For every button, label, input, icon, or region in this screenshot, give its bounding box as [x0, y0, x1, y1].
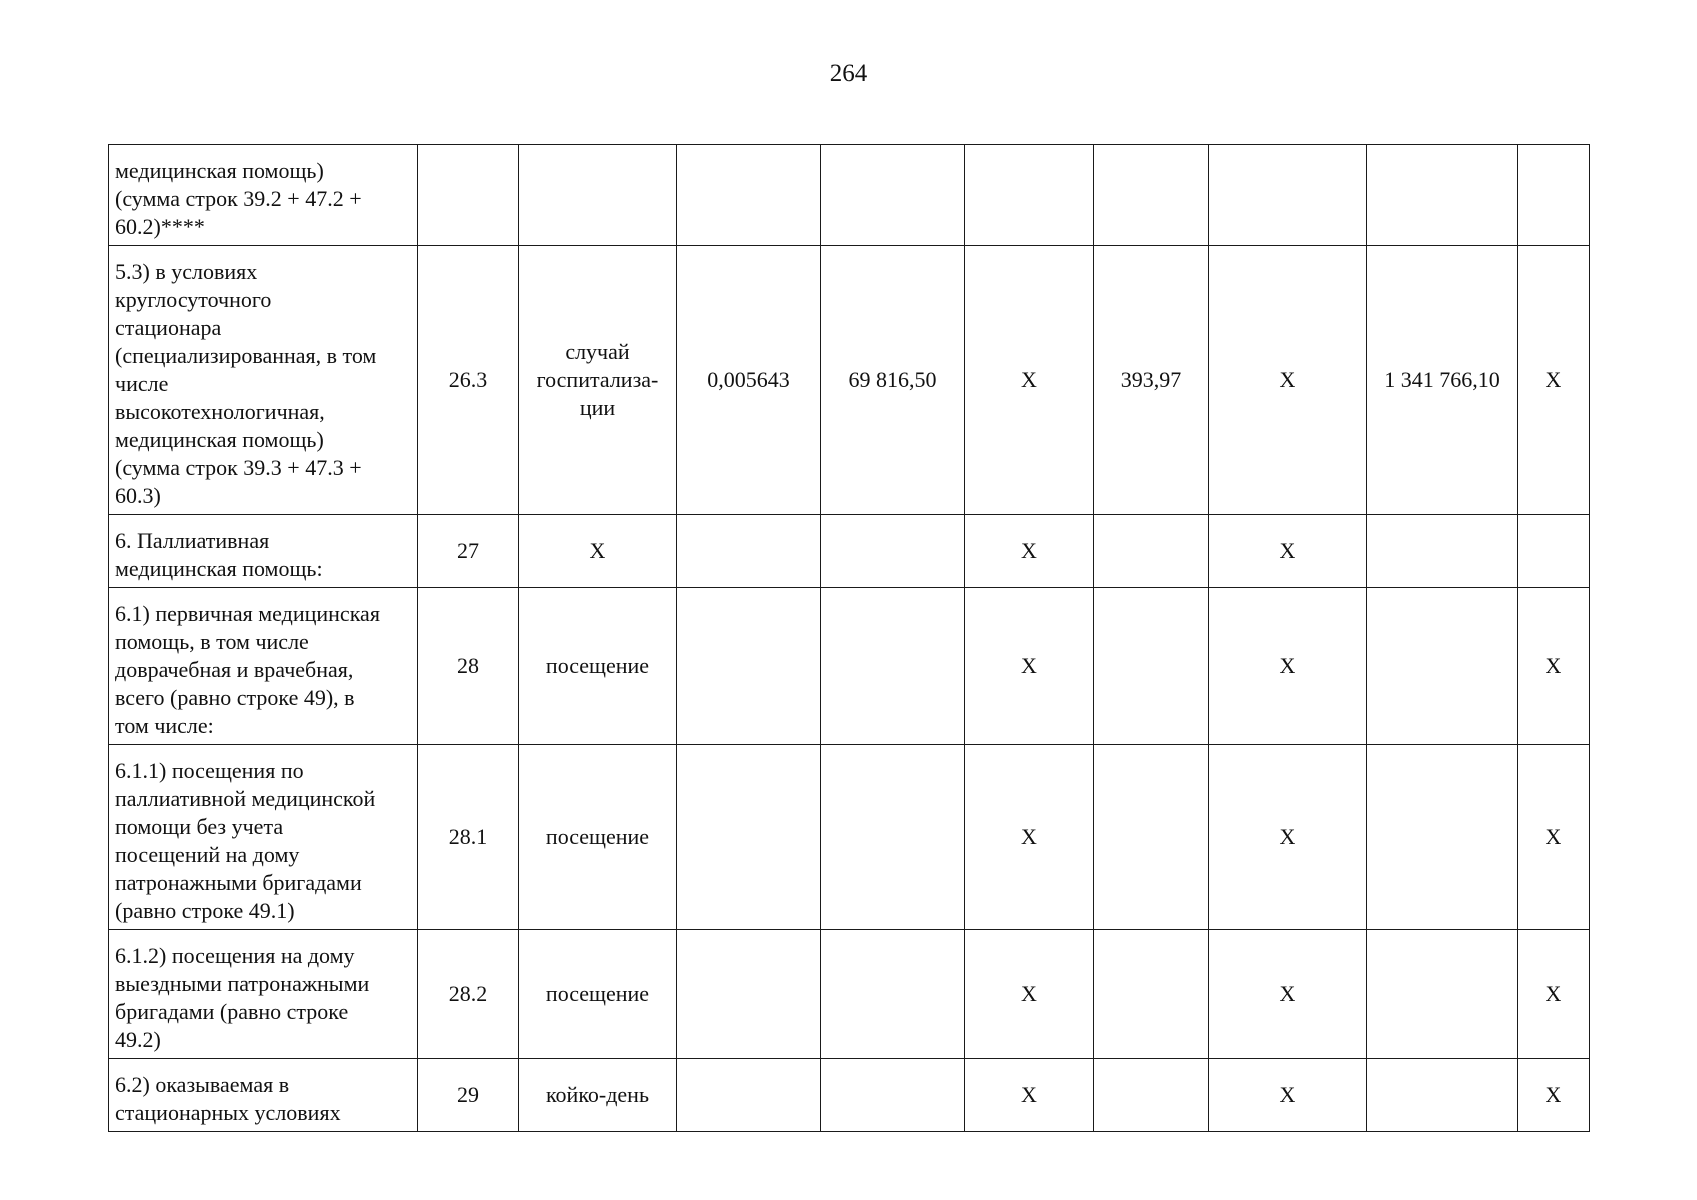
row-number-cell: 28.1 — [418, 745, 519, 930]
value-cell: Х — [965, 588, 1094, 745]
value-cell — [677, 745, 821, 930]
row-description: 6. Паллиативная медицинская помощь: — [109, 515, 418, 588]
unit-cell: посещение — [519, 588, 677, 745]
value-cell — [1367, 930, 1518, 1059]
value-cell: Х — [965, 745, 1094, 930]
value-cell — [1367, 745, 1518, 930]
table-row — [109, 1059, 1590, 1132]
value-cell: Х — [1518, 930, 1590, 1059]
value-cell — [1094, 145, 1209, 246]
unit-cell: посещение — [519, 930, 677, 1059]
row-description: 6.1.1) посещения по паллиативной медицинской помощи без учета посещений на дому патронажными бригадами (равно строке 49.1) — [109, 745, 418, 930]
unit-cell — [519, 145, 677, 246]
row-number-cell: 29 — [418, 1059, 519, 1132]
value-cell — [677, 930, 821, 1059]
value-cell: Х — [965, 1059, 1094, 1132]
row-description: 5.3) в условиях круглосуточного стационара (специализированная, в том числе высокотехнологичная, медицинская помощь) (сумма строк 39.3 + 47.3 + 60.3) — [109, 246, 418, 515]
value-cell: 393,97 — [1094, 246, 1209, 515]
value-cell — [1094, 930, 1209, 1059]
table-row — [109, 246, 1590, 515]
value-cell: Х — [1209, 745, 1367, 930]
value-cell — [1367, 145, 1518, 246]
table-row — [109, 515, 1590, 588]
value-cell: Х — [965, 246, 1094, 515]
unit-cell: Х — [519, 515, 677, 588]
value-cell — [1367, 1059, 1518, 1132]
unit-cell: случай госпитализа- ции — [519, 246, 677, 515]
table-row — [109, 588, 1590, 745]
value-cell: Х — [1209, 246, 1367, 515]
value-cell — [1094, 515, 1209, 588]
row-description: 6.2) оказываемая в стационарных условиях — [109, 1059, 418, 1132]
value-cell — [821, 588, 965, 745]
value-cell — [677, 515, 821, 588]
data-table — [108, 144, 1590, 1132]
page-number: 264 — [829, 60, 868, 87]
value-cell: Х — [1209, 588, 1367, 745]
row-number-cell: 28.2 — [418, 930, 519, 1059]
row-number-cell: 27 — [418, 515, 519, 588]
value-cell — [1518, 145, 1590, 246]
value-cell — [821, 930, 965, 1059]
value-cell: Х — [965, 930, 1094, 1059]
value-cell: Х — [965, 515, 1094, 588]
row-description: 6.1.2) посещения на дому выездными патронажными бригадами (равно строке 49.2) — [109, 930, 418, 1059]
value-cell: Х — [1518, 588, 1590, 745]
value-cell — [677, 145, 821, 246]
row-number-cell: 26.3 — [418, 246, 519, 515]
row-description: медицинская помощь) (сумма строк 39.2 + 47.2 + 60.2)**** — [109, 145, 418, 246]
value-cell — [1094, 745, 1209, 930]
value-cell: 0,005643 — [677, 246, 821, 515]
value-cell — [677, 1059, 821, 1132]
value-cell — [1094, 1059, 1209, 1132]
value-cell — [821, 515, 965, 588]
unit-cell: койко-день — [519, 1059, 677, 1132]
value-cell — [1518, 515, 1590, 588]
value-cell — [1367, 588, 1518, 745]
value-cell: 69 816,50 — [821, 246, 965, 515]
row-number-cell: 28 — [418, 588, 519, 745]
value-cell — [821, 745, 965, 930]
row-description: 6.1) первичная медицинская помощь, в том числе доврачебная и врачебная, всего (равно строке 49), в том числе: — [109, 588, 418, 745]
value-cell: Х — [1209, 515, 1367, 588]
value-cell — [1367, 515, 1518, 588]
value-cell: Х — [1518, 1059, 1590, 1132]
value-cell: Х — [1209, 930, 1367, 1059]
value-cell — [677, 588, 821, 745]
unit-cell: посещение — [519, 745, 677, 930]
row-number-cell — [418, 145, 519, 246]
table-row — [109, 145, 1590, 246]
value-cell: Х — [1209, 1059, 1367, 1132]
value-cell — [1209, 145, 1367, 246]
value-cell — [1094, 588, 1209, 745]
value-cell: Х — [1518, 745, 1590, 930]
value-cell: 1 341 766,10 — [1367, 246, 1518, 515]
value-cell: Х — [1518, 246, 1590, 515]
table-row — [109, 745, 1590, 930]
value-cell — [965, 145, 1094, 246]
table-row — [109, 930, 1590, 1059]
value-cell — [821, 1059, 965, 1132]
value-cell — [821, 145, 965, 246]
